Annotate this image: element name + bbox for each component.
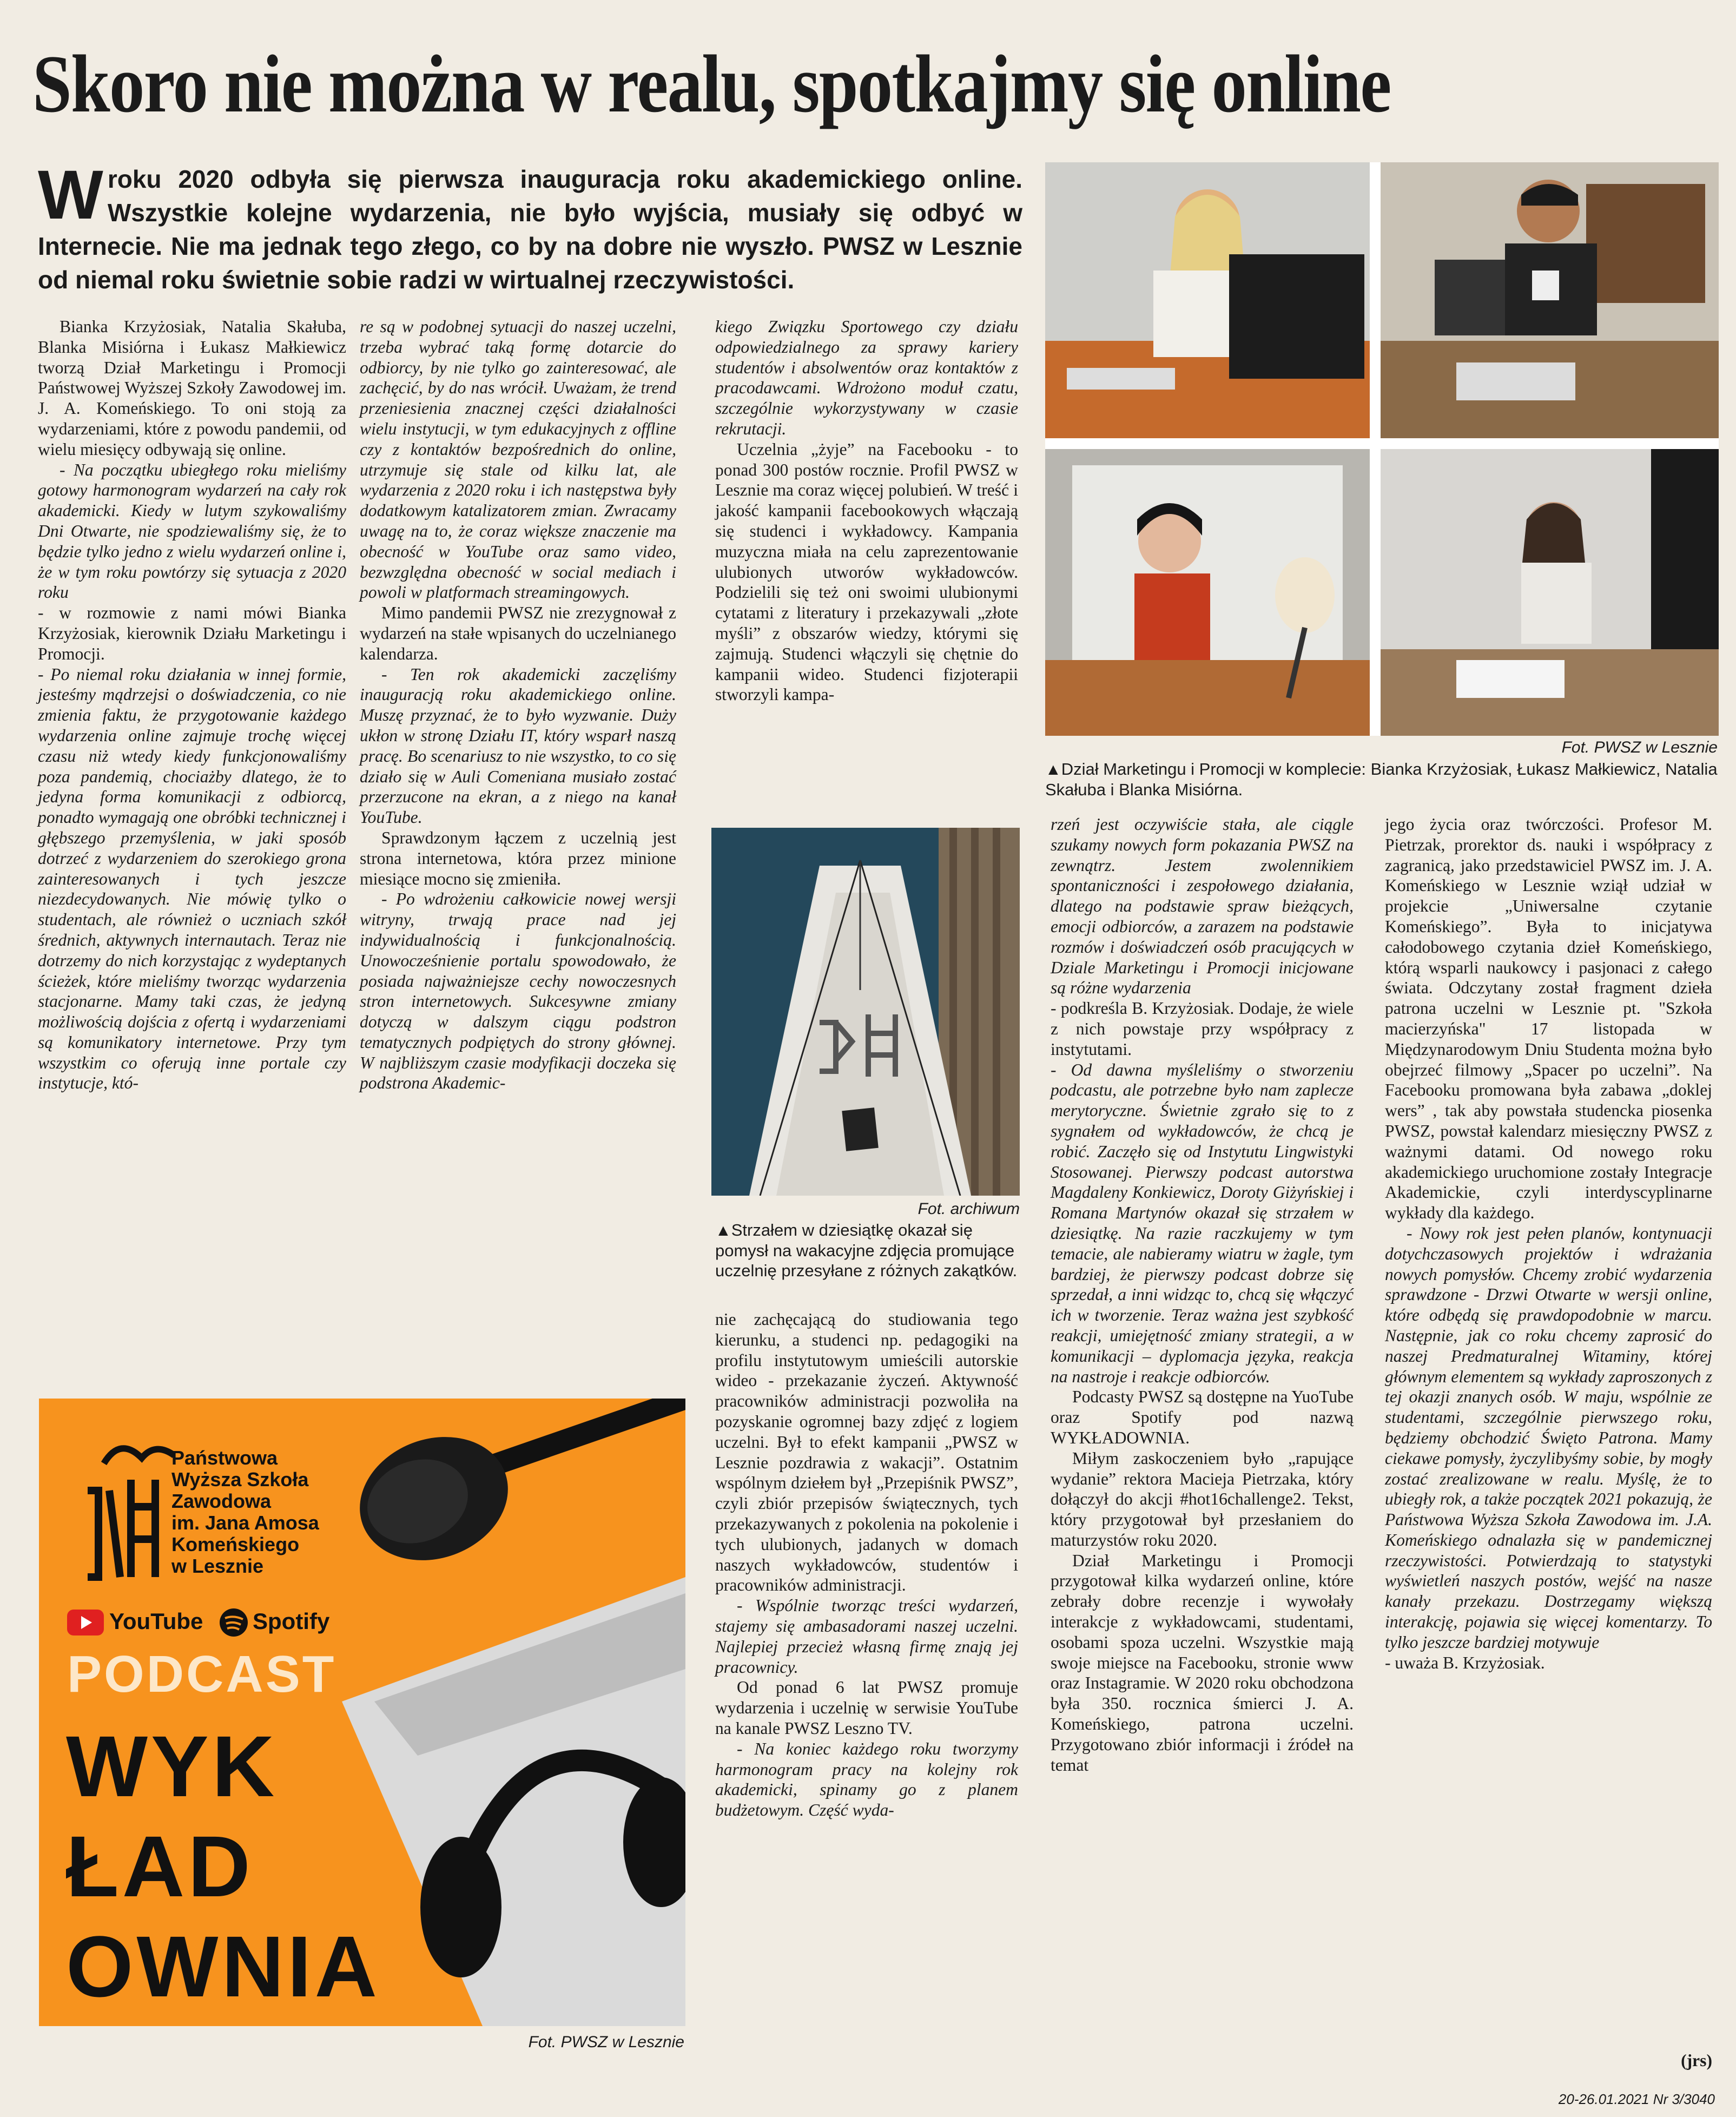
article-paragraph: Od ponad 6 lat PWSZ promuje wydarzenia i uczelnię w serwisie YouTube na kanale PWSZ Leszno TV. (715, 1678, 1018, 1738)
author-signature: (jrs) (1681, 2051, 1712, 2070)
article-paragraph: - uważa B. Krzyżosiak. (1385, 1653, 1545, 1672)
school-line: Komeńskiego (171, 1533, 300, 1555)
podcast-title-line-2: ŁAD (66, 1818, 254, 1915)
article-paragraph: - Na koniec każdego roku tworzymy harmonogram pracy na kolejny rok akademicki, spinamy go z planem budżetowym. Część wyda- (715, 1739, 1018, 1820)
podcast-ad (39, 1399, 685, 2026)
article-paragraph: - Ten rok akademicki zaczęliśmy inauguracją roku akademickiego online. Muszę przyznać, że to było wyzwanie. Duży ukłon w stronę Działu IT, który wsparł naszą pracę. Bo scenariusz to nie wszystko, to co się działo się w Auli Comeniana musiało zostać przerzucone na ekran, a z niego na kanał YouTube. (360, 664, 676, 827)
podcast-school-name (171, 1447, 377, 1577)
youtube-label: YouTube (109, 1608, 203, 1634)
school-line: w Lesznie (171, 1555, 264, 1577)
team-photo-grid (1045, 162, 1719, 736)
article-paragraph: Miłym zaskoczeniem było „rapujące wydanie” rektora Macieja Pietrzaka, który dołączył do akcji #hot16challenge2. Tekst, który przygotował był przesłaniem do maturzystów roku 2020. (1051, 1448, 1354, 1549)
article-paragraph: - Po wdrożeniu całkowicie nowej wersji witryny, trwają prace nad jej indywidualnością i funkcjonalnością. Unowocześnienie portalu spowodowało, że posiada najważniejsze cechy nowoczesnych stron internetowych. Sukcesywne zmiany dotyczą w dalszym ciągu podstron tematycznych podpiętych do strony głównej. W najbliższym czasie modyfikacji doczeka się podstrona Akademic- (360, 889, 676, 1093)
article-column-3-top (715, 316, 1018, 820)
article-paragraph: re są w podobnej sytuacji do naszej uczelni, trzeba wybrać taką formę dotarcie do odbiorcy, by nie tylko go zainteresować, ale zachęcić, by do nas wrócił. Uważam, że trend przeniesienia znacznej części działalności wielu instytucji, w tym edukacyjnych z offline czy z kontaktów bezpośrednich do online, utrzymuje się stale od kilku lat, ale wydarzenia z 2020 roku i ich następstwa były dodatkowym katalizatorem zmian. Zwracamy uwagę na to, że coraz większe znaczenie ma obecność w YouTube oraz samo video, bezwzględna obecność w social mediach i powoli w platformach streamingowych. (360, 317, 676, 602)
lead-paragraph (38, 156, 1022, 296)
article-paragraph: nie zachęcającą do studiowania tego kierunku, a studenci np. pedagogiki na profilu instytutowym umieścili autorskie wideo - przekazanie życzeń. Aktywność pracowników administracji pozwoliła na pozyskanie ogromnej bazy zdjęć z logiem uczelni. Był to efekt kampanii „PWSZ w Lesznie pozdrawia z wakacji”. Ostatnim wspólnym dziełem był „Przepiśnik PWSZ”, czyli zbiór przepisów świątecznych, tych przekazywanych z pokolenia na pokolenie i tych ulubionych, jadanych w domach naszych wykładowców, studentów i pracowników administracji. (715, 1310, 1018, 1595)
article-paragraph: Podcasty PWSZ są dostępne na YuoTube oraz Spotify pod nazwą WYKŁADOWNIA. (1051, 1387, 1354, 1447)
boat-image (711, 828, 1020, 1196)
article-paragraph: Uczelnia „żyje” na Facebooku - to ponad 300 postów rocznie. Profil PWSZ w Lesznie ma coraz więcej polubień. W treść i jakość kampanii facebookowych włączają się studenci i wykładowcy. Kampania muzyczna miała na celu zaprezentowanie ulubionych utworów wykładowców. Podzielili się też oni swoimi ulubionymi cytatami z literatury i przekazywali „złote myśli” z obszarów wiedzy, którymi się zajmują. Studenci włączyli się chętnie do kampanii wideo. Studenci fizjoterapii stworzyli kampa- (715, 439, 1018, 704)
article-column-3-bottom (715, 1309, 1018, 2078)
article-paragraph: Mimo pandemii PWSZ nie zrezygnował z wydarzeń na stałe wpisanych do uczelnianego kalendarza. (360, 603, 676, 663)
article-paragraph: Bianka Krzyżosiak, Natalia Skałuba, Blanka Misiórna i Łukasz Małkiewicz tworzą Dział Marketingu i Promocji Państwowej Wyższej Szkoły Zawodowej im. J. A. Komeńskiego. To oni stoją za wydarzeniami, które z powodu pandemii, od wielu miesięcy odbywają się online. (38, 317, 346, 459)
article-paragraph: - podkreśla B. Krzyżosiak. Dodaje, że wiele z nich powstaje przy współpracy z instytutami. (1051, 999, 1354, 1059)
article-column-2 (360, 316, 676, 1393)
article-column-4 (1051, 814, 1354, 2078)
podcast-photo-credit: Fot. PWSZ w Lesznie (528, 2033, 684, 2051)
lead-text: roku 2020 odbyła się pierwsza inauguracja roku akademickiego online. Wszystkie kolejne wydarzenia, nie było wyjścia, musiały się odbyć w Internecie. Nie ma jednak tego złego, co by na dobre nie wyszło. PWSZ w Lesznie od niemal roku świetnie sobie radzi w wirtualnej rzeczywistości. (38, 165, 1022, 294)
school-line: Zawodowa (171, 1490, 272, 1512)
podcast-title-line-1: WYK (66, 1718, 278, 1815)
triangle-icon: ▲ (715, 1222, 731, 1239)
article-paragraph: rzeń jest oczywiście stała, ale ciągle szukamy nowych form pokazania PWSZ na zewnątrz. Jestem zwolennikiem spontaniczności i zespołowego działania, dlatego na podstawie spraw bieżących, emocji odbiorców, a zarazem na podstawie rozmów i doświadczeń osób pracujących w Dziale Marketingu i Promocji inicjowane są różne wydarzenia (1051, 815, 1354, 998)
issue-footer: 20-26.01.2021 Nr 3/3040 (1558, 2091, 1715, 2107)
article-paragraph: Sprawdzonym łączem z uczelnią jest strona internetowa, która przez minione miesiące mocno się zmieniła. (360, 828, 676, 888)
article-paragraph: - Wspólnie tworząc treści wydarzeń, stajemy się ambasadorami naszej uczelni. Najlepiej przecież własną firmę znają jej pracownicy. (715, 1596, 1018, 1677)
article-paragraph: Dział Marketingu i Promocji przygotował kilka wydarzeń online, które zebrały dobre recenzje i wywołały interakcje z wykładowcami, studentami, osobami spoza uczelni. Wszystkie mają swoje miejsce na Facebooku, stronie www oraz Instagramie. W 2020 roku obchodzona była 350. rocznica śmierci J. A. Komeńskiego, patrona uczelni. Przygotowano zbiór informacji i źródeł na temat (1051, 1551, 1354, 1775)
school-line: Państwowa (171, 1447, 278, 1469)
podcast-title-line-3: OWNIA (66, 1918, 381, 2015)
drop-cap: W (38, 156, 103, 234)
boat-photo-caption (715, 1220, 1021, 1281)
article-paragraph: - Po niemal roku działania w innej formie, jesteśmy mądrzejsi o doświadczenia, co nie zmienia faktu, że przygotowanie każdego wydarzenia online zajmuje trochę więcej czasu niż wtedy kiedy funkcjonowaliśmy poza pandemią, chociażby dlatego, że to jedyna forma komunikacji z odbiorcą, ponadto wymagają one obróbki technicznej i głębszego przemyślenia, w jaki sposób dotrzeć z wydarzeniem do szerokiego grona zainteresowanych i tych jeszcze niezdecydowanych. Nie mówię tylko o studentach, ale również o uczniach szkół średnich, aktywnych internautach. Teraz nie dotrzemy do nich korzystając z wydeptanych ścieżek, które mieliśmy tworząc wydarzenia stacjonarne. Mamy taki czas, że jedyną możliwością dojścia z ofertą i wydarzeniami są komunikatory internetowe. Przy tym wszystkim co oferują inne portale czy instytucje, któ- (38, 664, 346, 1093)
podcast-label: PODCAST (67, 1645, 336, 1703)
boat-caption-text: Strzałem w dziesiątkę okazał się pomysł na wakacyjne zdjęcia promujące uczelnię przesyłane z różnych zakątków. (715, 1221, 1018, 1280)
school-line: Wyższa Szkoła (171, 1468, 309, 1491)
team-photos-image (1045, 162, 1719, 736)
article-paragraph: - Nowy rok jest pełen planów, kontynuacji dotychczasowych projektów i wdrażania nowych pomysłów. Chcemy zrobić wydarzenia sprawdzone - Drzwi Otwarte w wersji online, które odbędą się prawdopodobnie w marcu. Następnie, jak co roku chcemy zaprosić do naszej Predmaturalnej Witaminy, której głównym elementem są wykłady zaproszonych z tej okazji znanych osób. W maju, wspólnie ze studentami, szczególnie pierwszego roku, będziemy obchodzić Święto Patrona. Mamy ciekawe pomysły, życzylibyśmy sobie, by mogły zostać zrealizowane w realu. Myślę, że to ubiegły rok, a także początek 2021 pokazują, że Państwowa Wyższa Szkoła Zawodowa im. J.A. Komeńskiego odnalazła się w pandemicznej rzeczywistości. Potwierdzają to statystyki wyświetleń naszych postów, wejść na nasze kanały przekazu. Dostrzegamy większą interakcję, pojawia się więcej komentarzy. To tylko jeszcze bardziej motywuje (1385, 1223, 1712, 1652)
article-paragraph: jego życia oraz twórczości. Profesor M. Pietrzak, prorektor ds. nauki i współpracy z zagranicą, jako przedstawiciel PWSZ im. J. A. Komeńskiego w Lesznie wziął udział w projekcie „Uniwersalne czytanie Komeńskiego”. Była to inicjatywa całodobowego czytania dzieł Komeńskiego, którą wsparli naukowcy i pasjonaci z całego świata. Odczytany został fragment dzieła patrona uczelni w Lesznie pt. "Szkoła macierzyńska" 17 listopada w Międzynarodowym Dniu Studenta można było obejrzeć filmowy „Spacer po uczelni”. Na Facebooku promowana była zabawa „doklej wers” , tak aby powstała studencka piosenka PWSZ, powstał kalendarz miesięczny PWSZ z ważnymi datami. Od nowego roku akademickiego uruchomione zostały Integracje Akademickie, czyli interdyscyplinarne wykłady dla każdego. (1385, 815, 1712, 1223)
triangle-icon: ▲ (1045, 761, 1061, 779)
team-photo-credit: Fot. PWSZ w Lesznie (1561, 738, 1718, 756)
article-column-5 (1385, 814, 1712, 2053)
article-paragraph: - Na początku ubiegłego roku mieliśmy gotowy harmonogram wydarzeń na cały rok akademicki. Kiedy w lutym szykowaliśmy Dni Otwarte, nie spodziewaliśmy się, że to będzie tylko jedno z wielu wydarzeń online i, że w tym roku powtórzy się sytuacja z 2020 roku (38, 460, 346, 602)
team-caption-text: Dział Marketingu i Promocji w komplecie: Bianka Krzyżosiak, Łukasz Małkiewicz, Natalia Skałuba i Blanka Misiórna. (1045, 760, 1718, 799)
boat-photo (711, 828, 1020, 1196)
headline: Skoro nie można w realu, spotkajmy się online (32, 38, 1391, 129)
article-paragraph: - w rozmowie z nami mówi Bianka Krzyżosiak, kierownik Działu Marketingu i Promocji. (38, 603, 346, 663)
school-line: im. Jana Amosa (171, 1512, 319, 1534)
boat-photo-credit: Fot. archiwum (917, 1200, 1020, 1218)
team-photo-caption (1045, 759, 1719, 800)
article-paragraph: - Od dawna myśleliśmy o stworzeniu podcastu, ale potrzebne było nam zaplecze merytoryczne. Świetnie zgrało się to z sygnałem od wykładowców, że chcą je robić. Zaczęło się od Instytutu Lingwistyki Stosowanej. Pierwszy podcast autorstwa Magdaleny Konkiewicz, Doroty Giżyńskiej i Romana Martynów okazał się strzałem w dziesiątkę. Na razie raczkujemy w tym temacie, ale nabieramy wiatru w żagle, tym bardziej, że pierwszy podcast dobrze się sprzedał, a inni widząc to, chcą się włączyć ich w tworzenie. Teraz ważna jest szybkość reakcji, umiejętność zmiany strategii, a w komunikacji – dyplomacja języka, reakcja na nastroje i reakcje odbiorców. (1051, 1060, 1354, 1386)
article-column-1 (38, 316, 346, 1393)
article-paragraph: kiego Związku Sportowego czy działu odpowiedzialnego za sprawy kariery studentów i absolwentów oraz kontaktów z pracodawcami. Wdrożono moduł czatu, szczególnie wykorzystywany w czasie rekrutacji. (715, 317, 1018, 438)
spotify-label: Spotify (253, 1608, 330, 1634)
